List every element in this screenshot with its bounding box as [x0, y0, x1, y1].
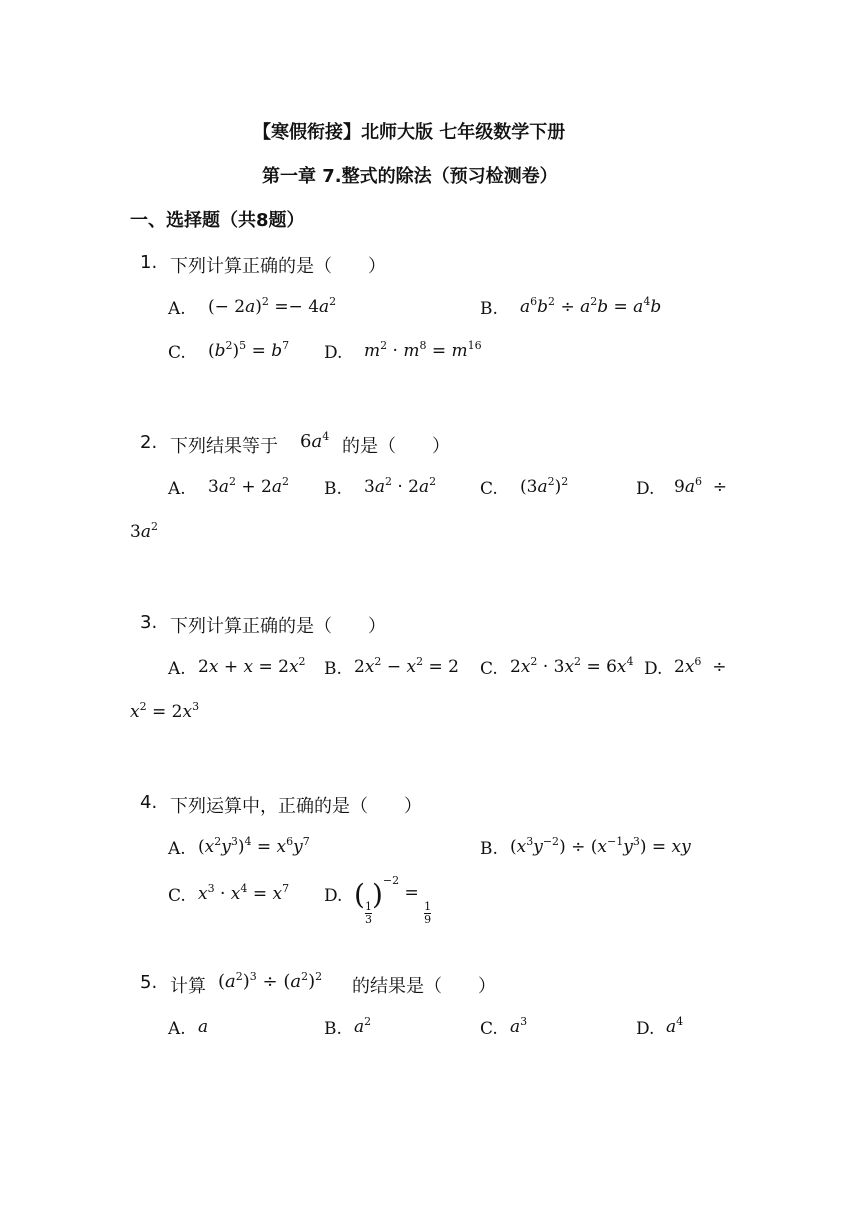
option-b-label: B. — [324, 1019, 342, 1039]
option-c-math: $(b^2)^5 = b^7$ — [208, 339, 290, 361]
option-b-math: $2x^2 - x^2 = 2$ — [354, 655, 459, 677]
option-a-label: A. — [168, 479, 186, 499]
option-d-label: D. — [324, 343, 343, 363]
question-stem-expression: $(a^2)^3 \div (a^2)^2$ — [218, 970, 323, 992]
option-a-label: A. — [168, 839, 186, 859]
option-b-math: $(x^3y^{-2}) \div (x^{-1}y^3)$ = xy — [510, 835, 691, 857]
document-subtitle: 第一章 7.整式的除法（预习检测卷） — [262, 166, 558, 187]
question-stem-suffix: 的是（ ） — [342, 436, 450, 457]
option-c-label: C. — [168, 886, 186, 906]
option-b-label: B. — [324, 479, 342, 499]
option-b-math: $a^2$ — [354, 1015, 372, 1037]
option-a-math: $(x^2y^3)^4 = x^6y^7$ — [198, 835, 310, 857]
option-d-math: ( $\frac{1}{3}$ )$^{-2}$ = $\frac{1}{9}$ — [354, 874, 432, 926]
option-d-label: D. — [324, 886, 343, 906]
option-a-label: A. — [168, 1019, 186, 1039]
option-c-label: C. — [480, 1019, 498, 1039]
option-a-math: (− $2a)^2 =- 4a^2$ — [208, 295, 337, 317]
question-number: 1. — [140, 252, 158, 273]
question-number: 2. — [140, 432, 158, 453]
option-c-label: C. — [480, 659, 498, 679]
option-b-label: B. — [324, 659, 342, 679]
question-stem: 下列计算正确的是（ ） — [170, 616, 386, 637]
option-a-math: a — [198, 1017, 209, 1037]
option-d-label: D. — [636, 1019, 655, 1039]
option-c-label: C. — [480, 479, 498, 499]
option-b-label: B. — [480, 839, 498, 859]
option-c-math: $a^3$ — [510, 1015, 528, 1037]
option-d-math: $9a^6$ ÷ — [674, 475, 728, 497]
option-b-label: B. — [480, 299, 498, 319]
question-stem: 下列计算正确的是（ ） — [170, 256, 386, 277]
option-a-math: $3a^2 + 2a^2$ — [208, 475, 289, 497]
option-b-math: $3a^2 \cdot 2a^2$ — [364, 475, 437, 497]
option-d-label: D. — [644, 659, 663, 679]
option-a-label: A. — [168, 659, 186, 679]
document-title: 【寒假衔接】北师大版 七年级数学下册 — [253, 122, 566, 143]
option-d-math: $a^4$ — [666, 1015, 684, 1037]
question-stem-prefix: 计算 — [170, 976, 206, 997]
option-c-math: $2x^2 \cdot 3x^2 = 6x^4$ — [510, 655, 634, 677]
section-heading: 一、选择题（共8题） — [130, 210, 305, 231]
question-number: 4. — [140, 792, 158, 813]
question-stem-expression: $6a^4$ — [300, 430, 330, 452]
question-number: 3. — [140, 612, 158, 633]
question-stem: 下列运算中，正确的是（ ） — [170, 796, 422, 817]
option-d-math-continued: $3a^2$ — [130, 520, 158, 542]
option-c-math: $(3a^2)^2$ — [520, 475, 569, 497]
option-d-label: D. — [636, 479, 655, 499]
question-stem-prefix: 下列结果等于 — [170, 436, 278, 457]
option-d-math-continued: $x^2 = 2x^3$ — [130, 700, 200, 722]
option-c-label: C. — [168, 343, 186, 363]
question-stem-suffix: 的结果是（ ） — [352, 976, 496, 997]
option-c-math: $x^3 \cdot x^4 = x^7$ — [198, 882, 290, 904]
question-number: 5. — [140, 972, 158, 993]
option-d-math: $2x^6$ ÷ — [674, 655, 727, 677]
option-a-math: $2x + x = 2x^2$ — [198, 655, 306, 677]
option-a-label: A. — [168, 299, 186, 319]
option-d-math: $m^2 \cdot m^8 = m^{16}$ — [364, 339, 482, 361]
option-b-math: $a^6b^2 \div a^2b = a^4b$ — [520, 295, 662, 317]
